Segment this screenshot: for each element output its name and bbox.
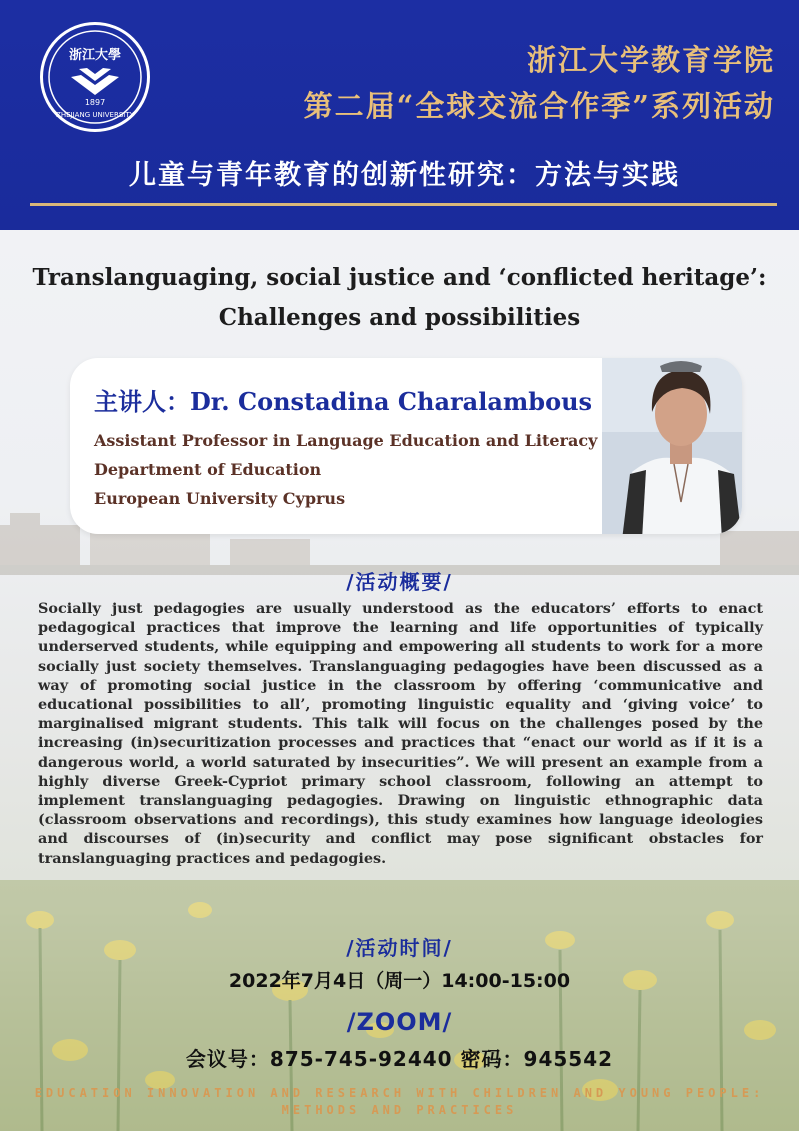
zoom-heading: /ZOOM/: [346, 1008, 453, 1036]
college-name: 浙江大学教育学院: [526, 43, 775, 77]
header-banner: [0, 0, 799, 230]
speaker-institution: European University Cyprus: [94, 489, 346, 508]
university-logo: [40, 22, 150, 132]
event-datetime: 2022年7月4日（周一）14:00-15:00: [228, 970, 571, 992]
logo-english-text: ZHEJIANG UNIVERSITY: [56, 111, 134, 119]
header-divider: [30, 203, 777, 206]
speaker-card: [70, 358, 742, 534]
abstract-text: Socially just pedagogies are usually understood as the educators’ efforts to enact pedagogical practices that improve the learning and life opportunities of typically underserved students, while equipping and empowering all students to work for a more socially just society themselves. Translanguaging pedagogies have been discussed as a way of promoting social justice in the classroom by offering ‘communicative and educational possibilities to all’, promoting linguistic equality and ‘giving voice’ to marginalised migrant students. This talk will focus on the challenges posed by the increasing (in)securitization processes and practices that “enact our world as if it is a dangerous world, a world saturated by insecurities”. We will present an example from a highly diverse Greek-Cypriot primary school classroom, following an attempt to implement translanguaging pedagogies. Drawing on linguistic ethnographic data (classroom observations and recordings), this study examines how language ideologies and discourses of (in)security and conflict may pose significant obstacles for translanguaging practices and pedagogies.: [38, 600, 763, 867]
overview-heading: /活动概要/: [346, 570, 453, 594]
speaker-department: Department of Education: [94, 460, 322, 479]
time-heading: /活动时间/: [346, 936, 453, 960]
speaker-name: 主讲人：Dr. Constadina Charalambous: [94, 387, 593, 416]
speaker-position: Assistant Professor in Language Education and Literacy: [94, 431, 598, 450]
talk-title: [20, 258, 779, 338]
speaker-photo: [602, 358, 742, 534]
talk-title-line1: Translanguaging, social justice and ‘conflicted heritage’:: [32, 264, 767, 291]
footer-line2: METHODS AND PRACTICES: [281, 1103, 518, 1117]
footer-line1: EDUCATION INNOVATION AND RESEARCH WITH CHILDREN AND YOUNG PEOPLE:: [34, 1086, 765, 1100]
logo-chinese-text: 浙江大學: [68, 48, 122, 63]
meeting-info: 会议号：875-745-92440 密码：945542: [185, 1047, 614, 1071]
logo-year: 1897: [84, 98, 106, 107]
talk-title-line2: Challenges and possibilities: [218, 304, 581, 331]
event-series: 第二届“全球交流合作季”系列活动: [303, 89, 775, 123]
header-title: 儿童与青年教育的创新性研究：方法与实践: [129, 160, 680, 191]
